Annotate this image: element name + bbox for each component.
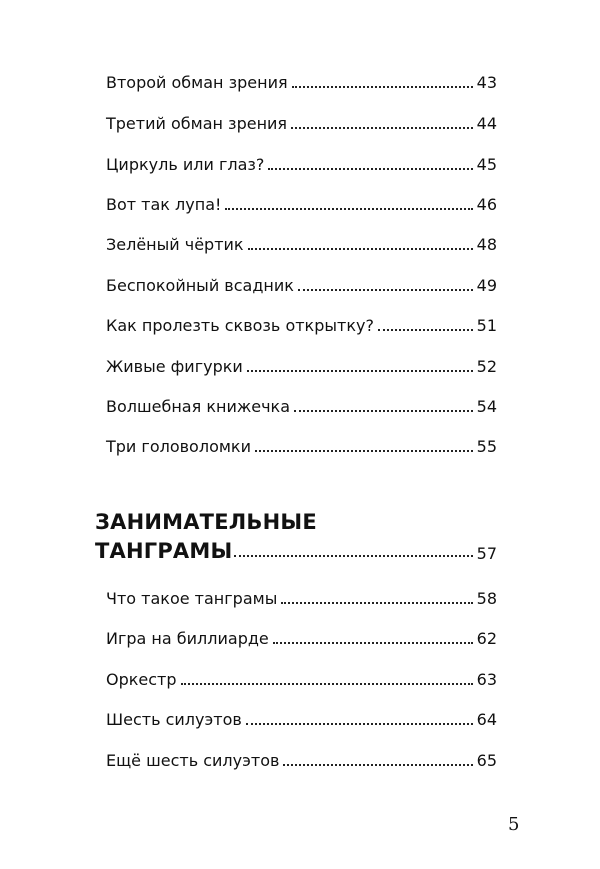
- dot-leader: [298, 288, 473, 291]
- dot-leader: [294, 409, 473, 412]
- toc-entry: [106, 273, 497, 297]
- toc-entry: [106, 354, 497, 378]
- toc-entry: [106, 434, 497, 458]
- toc-entry-title: Что такое танграмы: [106, 589, 278, 608]
- toc-entry-title: Волшебная книжечка: [106, 397, 291, 416]
- section-title: ЗАНИМАТЕЛЬНЫЕ: [95, 510, 317, 534]
- toc-entry: [106, 667, 497, 691]
- dot-leader: [255, 449, 473, 452]
- toc-entry-title: Ещё шесть силуэтов: [106, 751, 280, 770]
- toc-entry-page: 43: [476, 73, 497, 92]
- section-page: 57: [476, 544, 497, 563]
- toc-entry-page: 48: [476, 235, 497, 254]
- toc-entry-title: Три головоломки: [106, 437, 251, 456]
- toc-entry-title: Зелёный чёртик: [106, 235, 244, 254]
- toc-entry-page: 49: [476, 276, 497, 295]
- dot-leader: [246, 722, 473, 725]
- page-number: 5: [508, 814, 520, 835]
- toc-entry-page: 55: [476, 437, 497, 456]
- toc-entry: [106, 152, 497, 176]
- toc-entry-title: Как пролезть сквозь открытку?: [106, 316, 374, 335]
- toc-entry-title: Беспокойный всадник: [106, 276, 294, 295]
- toc-entry: [106, 748, 497, 772]
- toc-entry-page: 45: [476, 155, 497, 174]
- toc-entry: [106, 232, 497, 256]
- toc-entry-title: Оркестр: [106, 670, 177, 689]
- toc-entry-title: Вот так лупа!: [106, 195, 222, 214]
- toc-entry-title: Третий обман зрения: [106, 114, 288, 133]
- dot-leader: [247, 369, 473, 372]
- dot-leader: [234, 554, 472, 557]
- toc-entry: [106, 626, 497, 650]
- toc-entry-page: 58: [476, 589, 497, 608]
- toc-entry-page: 46: [476, 195, 497, 214]
- toc-entry: [106, 111, 497, 135]
- dot-leader: [292, 85, 473, 88]
- toc-entry-page: 65: [476, 751, 497, 770]
- toc-entry-page: 44: [476, 114, 497, 133]
- dot-leader: [291, 126, 473, 129]
- toc-entry-title: Второй обман зрения: [106, 73, 288, 92]
- toc-entry: [106, 707, 497, 731]
- toc-entry-page: 54: [476, 397, 497, 416]
- toc-entry-page: 64: [476, 710, 497, 729]
- toc-entry: [106, 586, 497, 610]
- section-heading-row: [95, 537, 497, 565]
- dot-leader: [378, 328, 473, 331]
- toc-entry: [106, 313, 497, 337]
- dot-leader: [225, 207, 472, 210]
- dot-leader: [273, 641, 473, 644]
- dot-leader: [281, 601, 472, 604]
- toc-entry-page: 51: [476, 316, 497, 335]
- toc-entry: [106, 192, 497, 216]
- dot-leader: [268, 167, 472, 170]
- dot-leader: [248, 247, 473, 250]
- toc-entry: [106, 394, 497, 418]
- toc-entry-title: Шесть силуэтов: [106, 710, 242, 729]
- dot-leader: [181, 682, 473, 685]
- toc-entry-title: Циркуль или глаз?: [106, 155, 265, 174]
- toc-entry-page: 62: [476, 629, 497, 648]
- section-title-continued: ТАНГРАМЫ: [95, 539, 233, 563]
- toc-entry-title: Игра на биллиарде: [106, 629, 269, 648]
- toc-entry-title: Живые фигурки: [106, 357, 243, 376]
- toc-entry-page: 52: [476, 357, 497, 376]
- dot-leader: [283, 763, 472, 766]
- toc-entry-page: 63: [476, 670, 497, 689]
- toc-entry: [106, 70, 497, 94]
